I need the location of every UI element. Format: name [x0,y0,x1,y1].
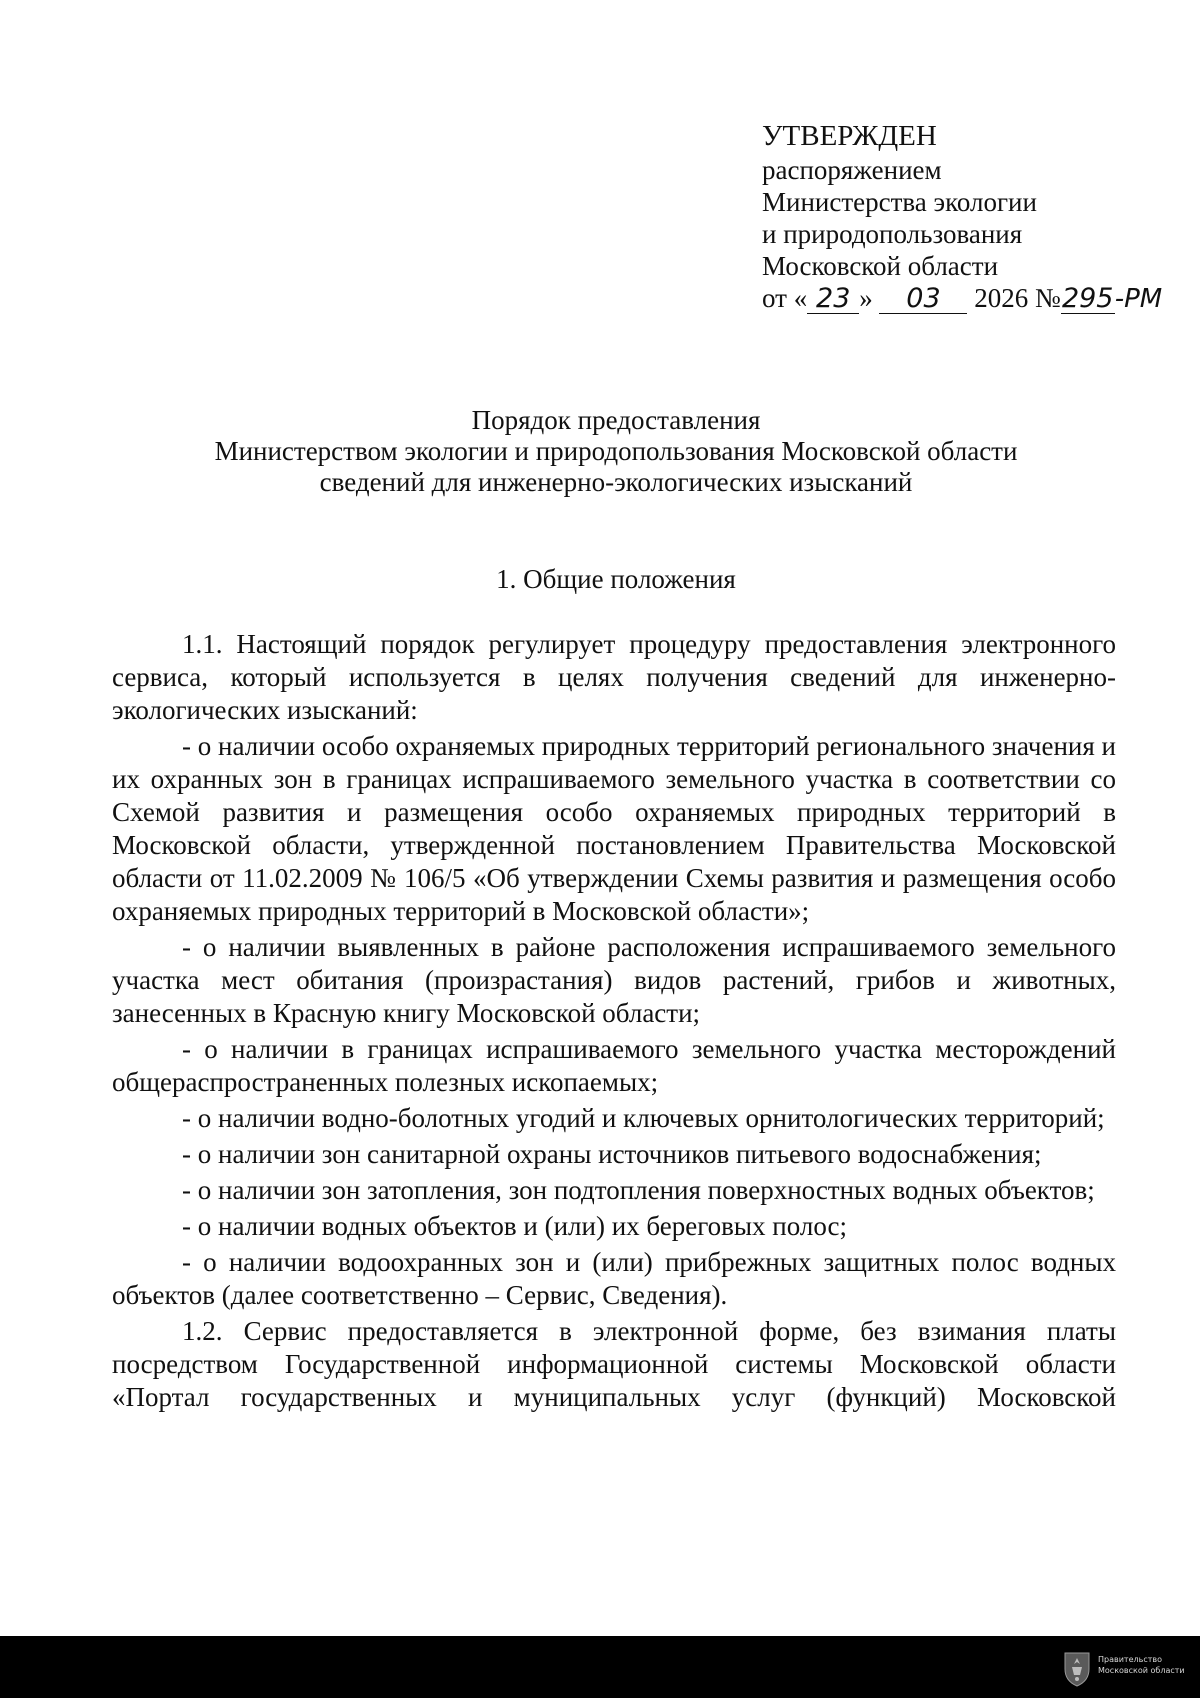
handwritten-month: 03 [879,285,967,314]
approval-block [762,118,1162,315]
paragraph-1-1: 1.1. Настоящий порядок регулирует процедуру предоставления электронного сервиса, который используется в целях получения сведений для инженерно-экологических изысканий: [112,629,1116,725]
date-day-close: » [859,283,873,313]
bullet-item: - о наличии особо охраняемых природных территорий регионального значения и их охранных зон в границах испрашиваемого земельного участка в соответствии со Схемой развития и размещения особо охраняемых природных территорий в Московской области, утвержденной постановлением Правительства Московской области от 11.02.2009 № 106/5 «Об утверждении Схемы развития и размещения особо охраняемых природных территорий в Московской области»; [112,731,1116,926]
handwritten-day: 23 [807,285,859,314]
paragraph-1-2: 1.2. Сервис предоставляется в электронной форме, без взимания платы посредством Государственной информационной системы Московской области «Портал государственных и муниципальных услуг (функций) Московской [112,1316,1116,1412]
bullet-item: - о наличии в границах испрашиваемого земельного участка месторождений общераспространенных полезных ископаемых; [112,1034,1116,1097]
approval-line-3: и природопользования [762,219,1023,249]
footer-bar [0,1636,1200,1698]
bullet-item: - о наличии зон санитарной охраны источников питьевого водоснабжения; [182,1139,1042,1169]
bullet-item: - о наличии зон затопления, зон подтопления поверхностных водных объектов; [182,1175,1095,1205]
bullet-item: - о наличии водных объектов и (или) их береговых полос; [182,1211,848,1241]
date-year: 2026 № [974,283,1061,313]
date-prefix: от « [762,283,808,313]
approval-heading: УТВЕРЖДЕН [762,120,937,152]
bullet-item: - о наличии выявленных в районе расположения испрашиваемого земельного участка мест обитания (произрастания) видов растений, грибов и животных, занесенных в Красную книгу Московской области; [112,932,1116,1028]
title-line-1: Порядок предоставления [471,405,761,435]
document-body [112,628,1116,1417]
bullet-item: - о наличии водоохранных зон и (или) прибрежных защитных полос водных объектов (далее соответственно – Сервис, Сведения). [112,1247,1116,1310]
document-title [112,405,1120,498]
coat-of-arms-icon [1062,1649,1092,1687]
title-line-2: Министерством экологии и природопользования Московской области [214,436,1018,466]
approval-line-2: Министерства экологии [762,187,1037,217]
footer-caption-line-1: Правительство [1098,1655,1162,1664]
approval-date-line [762,282,1162,315]
section-heading: 1. Общие положения [496,564,736,594]
footer-caption [1098,1654,1198,1676]
title-line-3: сведений для инженерно-экологических изысканий [319,467,913,497]
handwritten-number: 295 [1061,283,1114,314]
bullet-item: - о наличии водно-болотных угодий и ключевых орнитологических территорий; [182,1103,1105,1133]
approval-line-1: распоряжением [762,155,942,185]
approval-line-4: Московской области [762,251,999,281]
footer-caption-line-2: Московской области [1098,1666,1185,1675]
handwritten-number-suffix: -РМ [1114,284,1163,314]
